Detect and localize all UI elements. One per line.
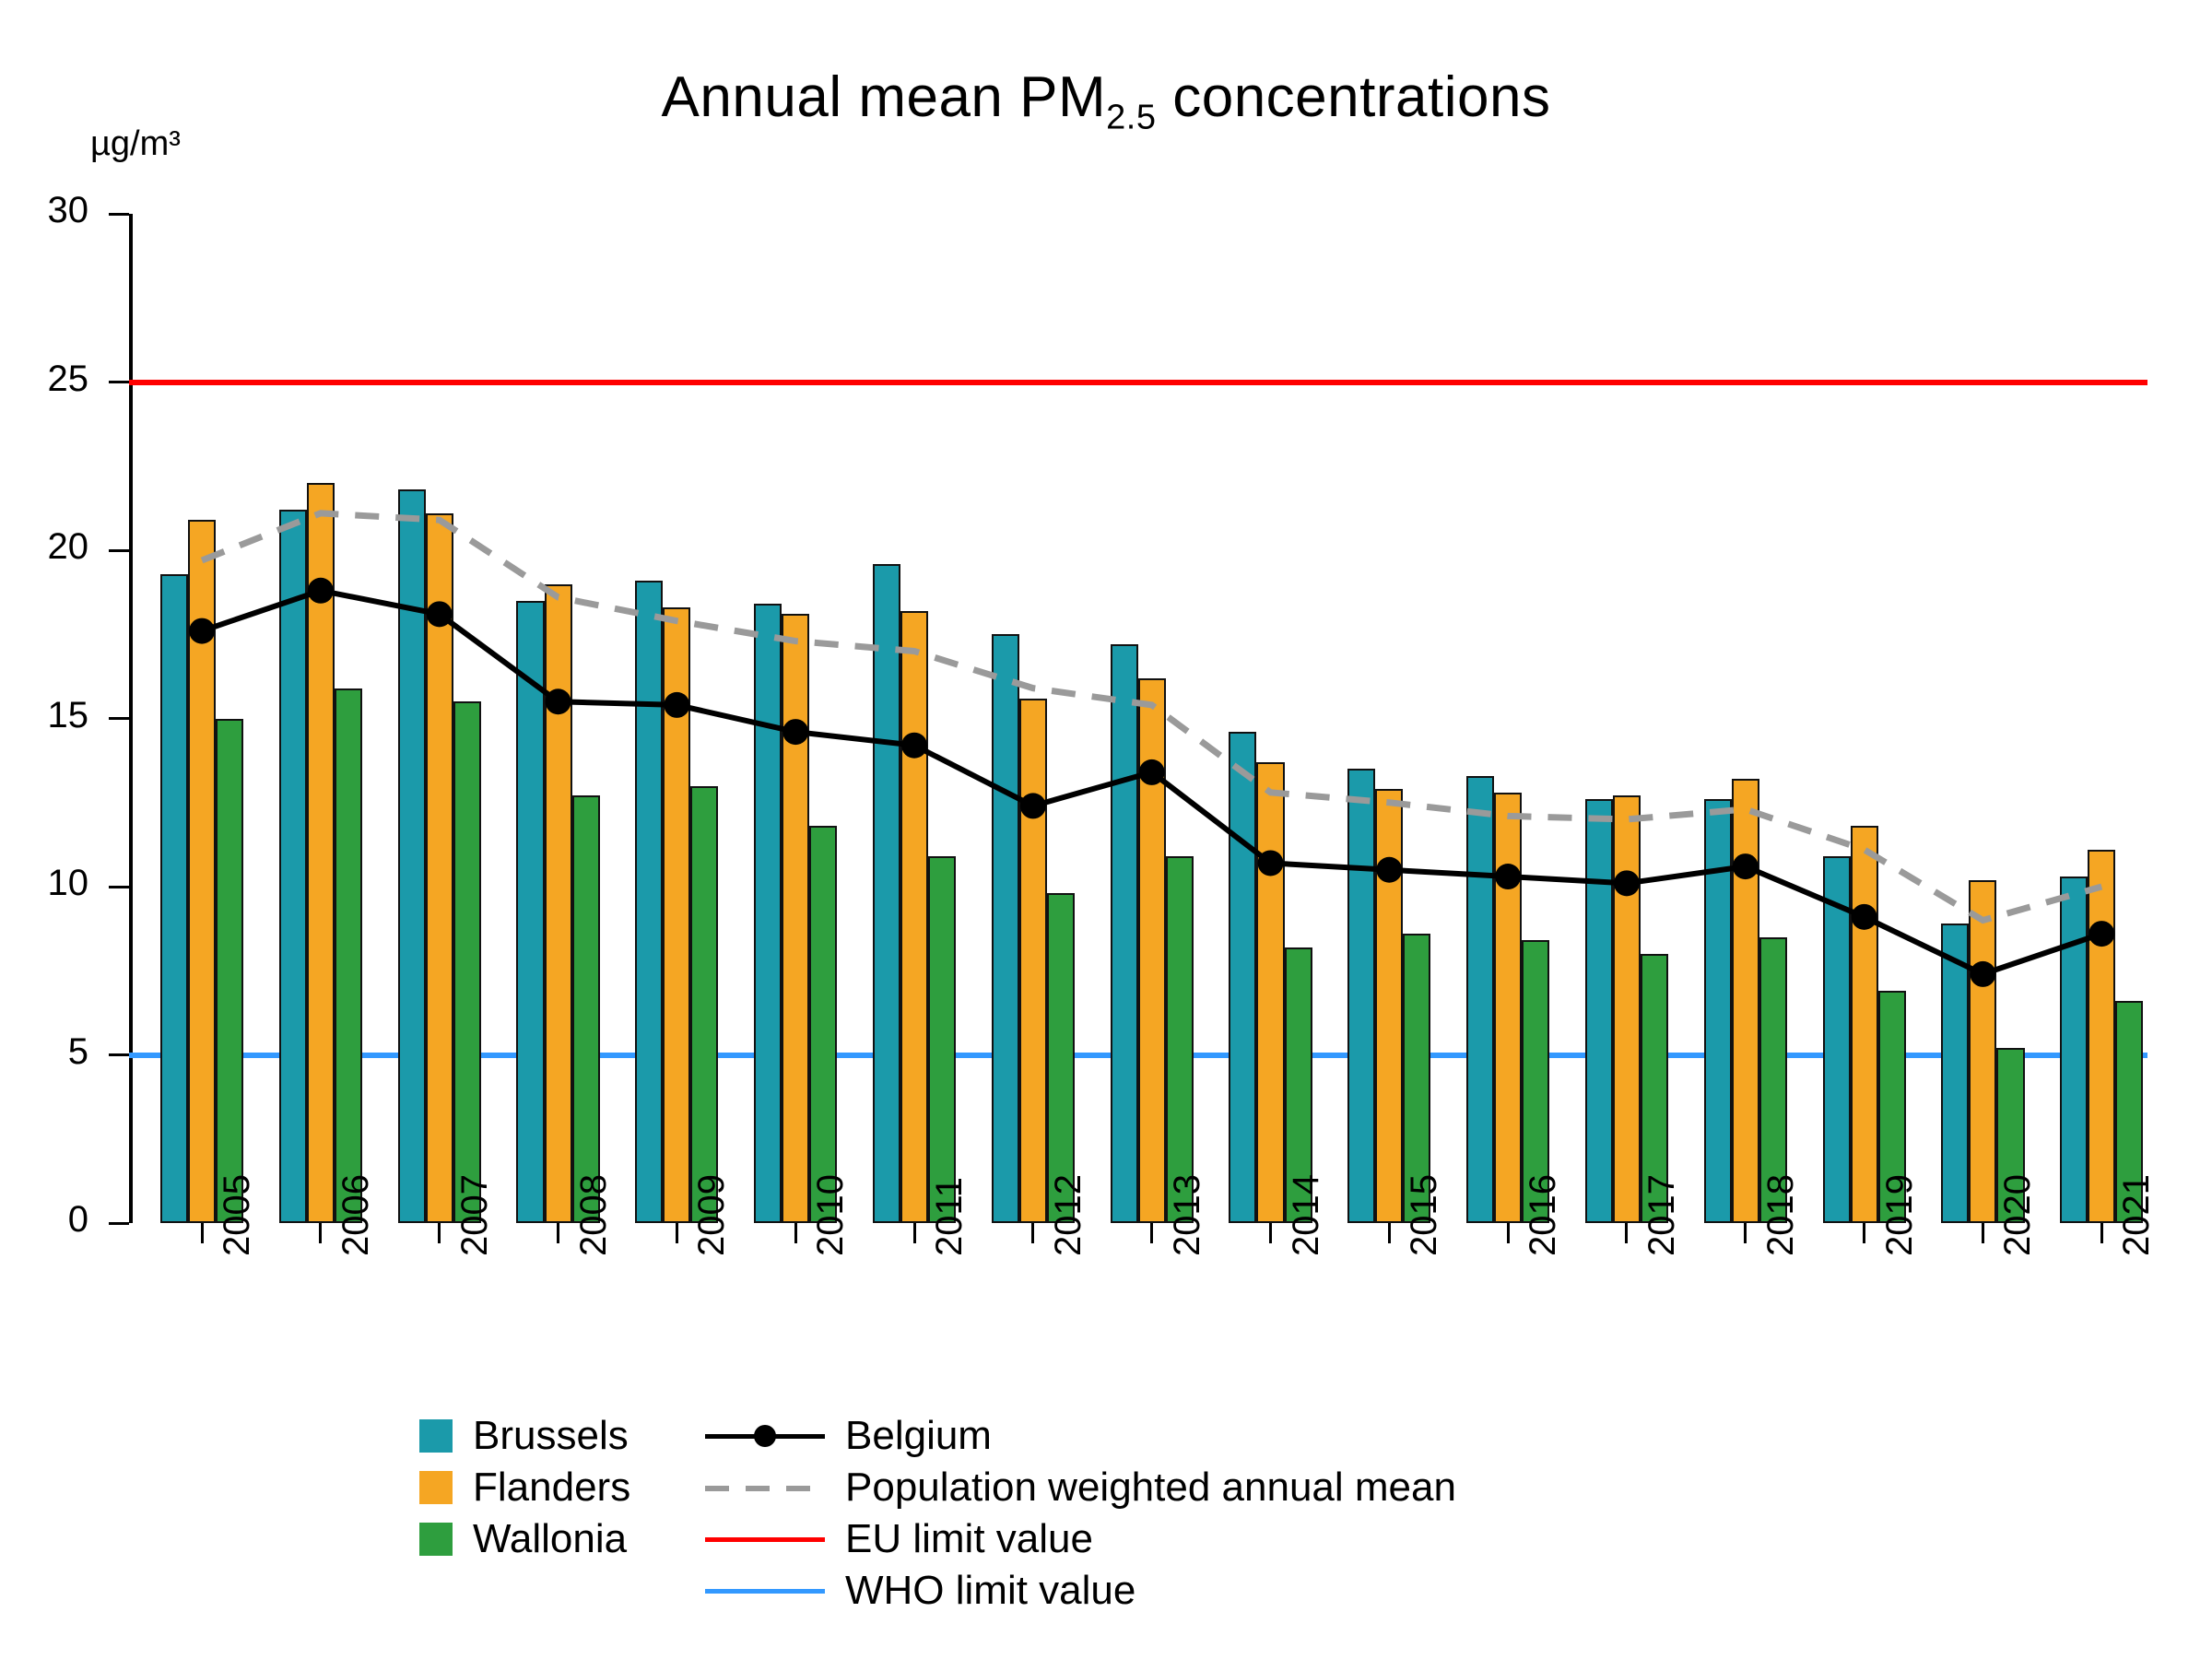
- x-tick: [1269, 1223, 1272, 1243]
- legend-label-wallonia: Wallonia: [473, 1516, 628, 1561]
- x-tick: [2100, 1223, 2103, 1243]
- legend-label-brussels: Brussels: [473, 1413, 629, 1458]
- x-tick: [1863, 1223, 1865, 1243]
- x-tick: [1982, 1223, 1984, 1243]
- belgium-point-marker: [782, 719, 808, 745]
- y-tick: [109, 1053, 129, 1056]
- chart-title: [0, 65, 2212, 137]
- legend-row: [419, 1565, 2078, 1617]
- x-tick-label: 2006: [335, 1174, 376, 1256]
- legend-item-brussels: [419, 1413, 705, 1459]
- plot-inner: [47, 190, 2158, 1256]
- x-tick: [1150, 1223, 1153, 1243]
- x-tick-label: 2015: [1404, 1174, 1445, 1256]
- y-tick-label: 20: [47, 526, 88, 567]
- x-tick-label: 2005: [217, 1174, 258, 1256]
- x-tick-label: 2012: [1047, 1174, 1088, 1256]
- x-tick-label: 2014: [1285, 1174, 1326, 1256]
- y-tick: [109, 886, 129, 888]
- y-tick: [109, 1222, 129, 1225]
- legend-item-wallonia: [419, 1516, 705, 1562]
- x-tick: [913, 1223, 916, 1243]
- belgium-point-marker: [546, 688, 571, 714]
- belgium-point-marker: [1020, 793, 1046, 818]
- x-tick-label: 2017: [1641, 1174, 1682, 1256]
- belgium-line-key: [705, 1419, 825, 1453]
- x-tick: [201, 1223, 204, 1243]
- y-tick-label: 5: [67, 1030, 88, 1072]
- population-weighted-line-key: [705, 1471, 825, 1504]
- y-tick-label: 10: [47, 863, 88, 903]
- belgium-point-marker: [664, 692, 689, 718]
- population-weighted-line: [202, 513, 2101, 921]
- x-tick-label: 2016: [1523, 1174, 1564, 1256]
- x-tick: [676, 1223, 678, 1243]
- x-tick-label: 2011: [929, 1176, 971, 1256]
- line-series-overlay: [129, 214, 2147, 1223]
- x-tick: [1388, 1223, 1391, 1243]
- x-tick-label: 2013: [1166, 1174, 1207, 1256]
- chart-title-subscript: 2.5: [1106, 98, 1157, 137]
- belgium-point-marker: [1376, 857, 1402, 883]
- chart-title-tail: concentrations: [1156, 65, 1551, 129]
- eu-limit-line-key: [705, 1523, 825, 1556]
- legend-item-belgium: [705, 1413, 992, 1459]
- belgium-point-marker: [427, 601, 453, 627]
- plot-area: [47, 190, 2158, 1256]
- chart-legend: [419, 1410, 2078, 1617]
- belgium-point-marker: [1258, 850, 1284, 876]
- wallonia-color-swatch: [419, 1523, 453, 1556]
- y-tick-label: 0: [67, 1199, 88, 1240]
- y-tick-label: 15: [47, 694, 88, 735]
- x-tick-label: 2020: [1997, 1174, 2039, 1256]
- belgium-point-marker: [754, 1425, 776, 1447]
- belgium-point-marker: [189, 618, 215, 644]
- x-tick: [319, 1223, 322, 1243]
- legend-row: [419, 1513, 2078, 1565]
- x-tick: [438, 1223, 441, 1243]
- belgium-point-marker: [1139, 759, 1165, 785]
- legend-label-population-weighted: Population weighted annual mean: [845, 1465, 1456, 1510]
- belgium-point-marker: [1733, 853, 1759, 879]
- legend-label-belgium: Belgium: [845, 1413, 992, 1458]
- flanders-color-swatch: [419, 1471, 453, 1504]
- chart-title-main: Annual mean PM: [661, 65, 1107, 129]
- x-tick: [1625, 1223, 1628, 1243]
- x-tick-label: 2018: [1759, 1174, 1801, 1256]
- x-tick: [1744, 1223, 1747, 1243]
- belgium-point-marker: [2088, 921, 2114, 947]
- x-tick-label: 2007: [453, 1174, 495, 1256]
- eu-limit-line-sample: [705, 1537, 825, 1542]
- who-limit-line-key: [705, 1574, 825, 1607]
- x-tick: [557, 1223, 559, 1243]
- belgium-point-marker: [1852, 904, 1877, 930]
- belgium-point-marker: [1970, 961, 1995, 987]
- legend-row: [419, 1410, 2078, 1462]
- belgium-point-marker: [1495, 864, 1521, 889]
- x-tick-label: 2019: [1878, 1174, 1920, 1256]
- x-tick-label: 2008: [572, 1174, 614, 1256]
- y-tick: [109, 381, 129, 383]
- x-tick: [794, 1223, 797, 1243]
- legend-item-flanders: [419, 1465, 705, 1511]
- brussels-color-swatch: [419, 1419, 453, 1453]
- who-limit-line-sample: [705, 1589, 825, 1594]
- y-tick-label: 25: [47, 358, 88, 399]
- y-tick-label: 30: [47, 190, 88, 230]
- legend-label-eu-limit: EU limit value: [845, 1516, 1093, 1561]
- x-tick-label: 2021: [2116, 1174, 2158, 1256]
- y-tick: [109, 213, 129, 216]
- legend-item-eu-limit: [705, 1516, 1093, 1562]
- x-tick-label: 2009: [691, 1174, 733, 1256]
- y-tick: [109, 717, 129, 720]
- legend-row: [419, 1462, 2078, 1513]
- x-tick-label: 2010: [810, 1174, 852, 1256]
- y-axis-unit-label: µg/m³: [90, 124, 181, 163]
- y-tick: [109, 549, 129, 552]
- legend-item-who-limit: [705, 1568, 1135, 1614]
- belgium-point-marker: [901, 733, 927, 759]
- dashed-line-sample: [705, 1486, 825, 1491]
- belgium-point-marker: [1614, 870, 1640, 896]
- x-tick: [1031, 1223, 1034, 1243]
- legend-label-flanders: Flanders: [473, 1465, 631, 1510]
- legend-item-population-weighted: [705, 1465, 1456, 1511]
- x-tick: [1507, 1223, 1510, 1243]
- legend-label-who-limit: WHO limit value: [845, 1568, 1136, 1613]
- belgium-point-marker: [308, 578, 334, 604]
